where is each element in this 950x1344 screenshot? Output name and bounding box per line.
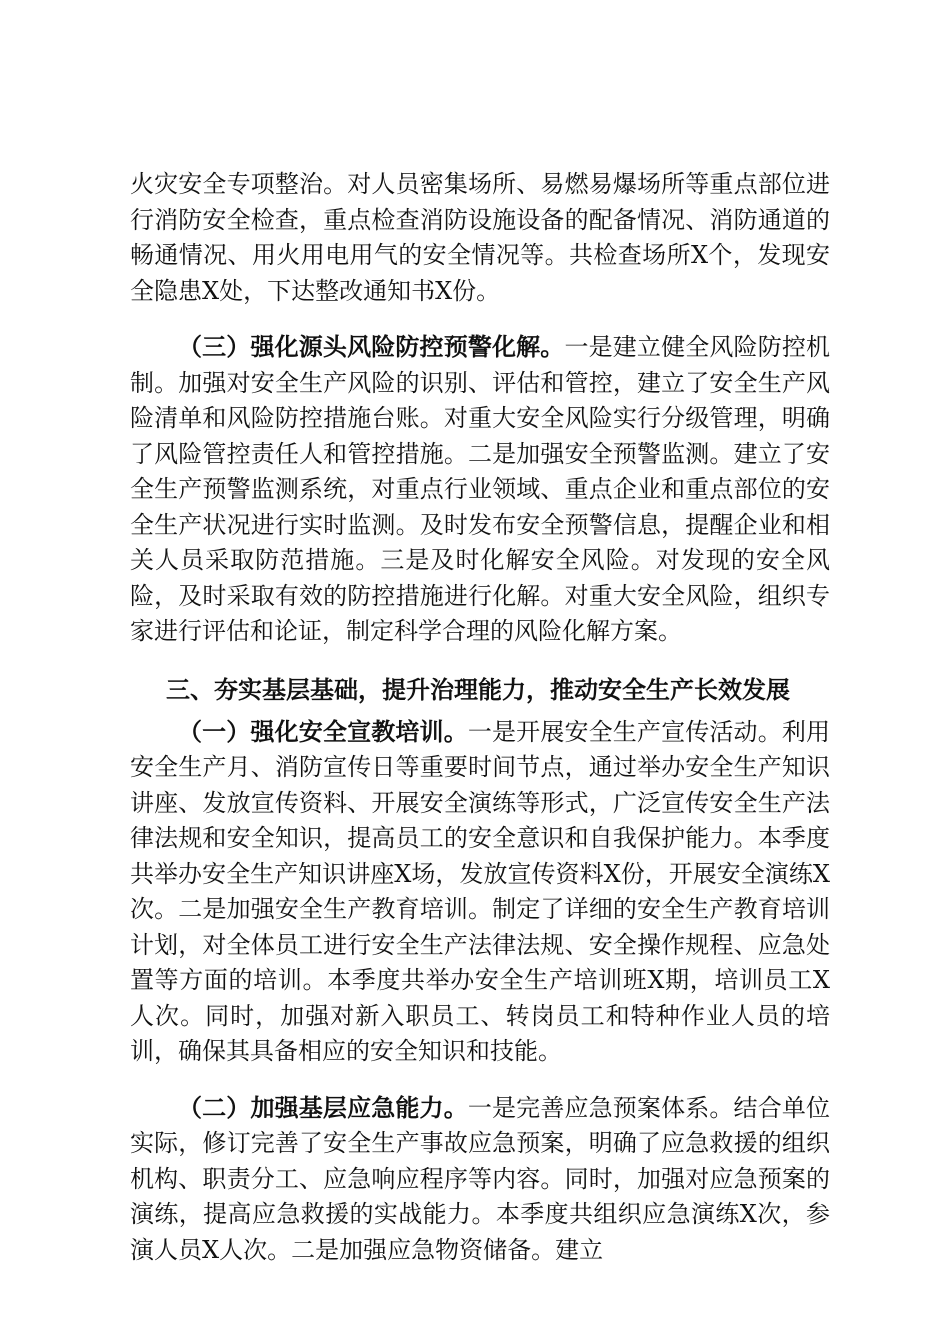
document-page [130,167,830,1268]
paragraph-lead-heading: （二）加强基层应急能力。 [178,1092,468,1122]
paragraph-text: 火灾安全专项整治。对人员密集场所、易燃易爆场所等重点部位进行消防安全检查，重点检查消防设施设备的配备情况、消防通道的畅通情况、用火用电用气的安全情况等。共检查场所X个，发现安全隐患X处，下达整改通知书X份。 [130,170,830,305]
paragraph-risk-control [130,329,830,650]
paragraph-lead-heading: （一）强化安全宣教培训。 [178,716,468,746]
paragraph-text: 一是完善应急预案体系。结合单位实际，修订完善了安全生产事故应急预案，明确了应急救援的组织机构、职责分工、应急响应程序等内容。同时，加强对应急预案的演练，提高应急救援的实战能力。本季度共组织应急演练X次，参演人员X人次。二是加强应急物资储备。建立 [130,1093,831,1264]
paragraph-text: 一是开展安全生产宣传活动。利用安全生产月、消防宣传日等重要时间节点，通过举办安全生产知识讲座、发放宣传资料、开展安全演练等形式，广泛宣传安全生产法律法规和安全知识，提高员工的安全意识和自我保护能力。本季度共举办安全生产知识讲座X场，发放宣传资料X份，开展安全演练X次。二是加强安全生产教育培训。制定了详细的安全生产教育培训计划，对全体员工进行安全生产法律法规、安全操作规程、应急处置等方面的培训。本季度共举办安全生产培训班X期，培训员工X人次。同时，加强对新入职员工、转岗员工和特种作业人员的培训，确保其具备相应的安全知识和技能。 [130,717,831,1065]
paragraph-safety-training [130,714,830,1070]
paragraph-emergency-capability [130,1090,830,1269]
paragraph-fire-safety [130,167,830,309]
paragraph-text: 一是建立健全风险防控机制。加强对安全生产风险的识别、评估和管控，建立了安全生产风险清单和风险防控措施台账。对重大安全风险实行分级管理，明确了风险管控责任人和管控措施。二是加强安全预警监测。建立了安全生产预警监测系统，对重点行业领域、重点企业和重点部位的安全生产状况进行实时监测。及时发布安全预警信息，提醒企业和相关人员采取防范措施。三是及时化解安全风险。对发现的安全风险，及时采取有效的防控措施进行化解。对重大安全风险，组织专家进行评估和论证，制定科学合理的风险化解方案。 [130,333,831,645]
paragraph-lead-heading: （三）强化源头风险防控预警化解。 [178,332,565,361]
section-heading: 三、夯实基层基础，提升治理能力，推动安全生产长效发展 [166,674,790,704]
